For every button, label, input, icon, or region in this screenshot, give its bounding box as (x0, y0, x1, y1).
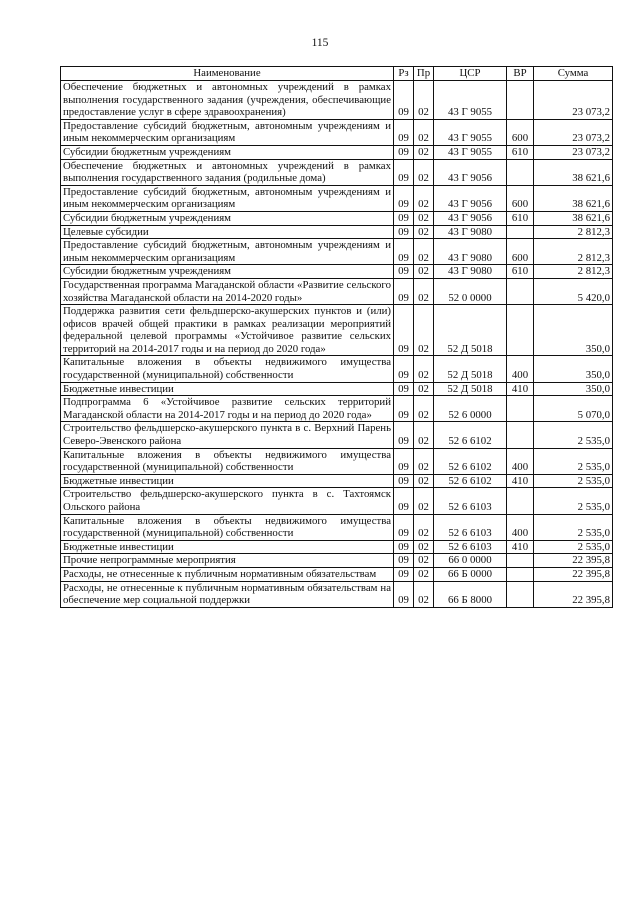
row-name: Расходы, не отнесенные к публичным нормативным обязательствам (61, 567, 394, 581)
row-csr: 43 Г 9055 (434, 81, 507, 120)
table-row (61, 356, 613, 382)
row-pr: 02 (414, 396, 434, 422)
header-csr: ЦСР (434, 67, 507, 81)
row-pr: 02 (414, 382, 434, 396)
row-pr: 02 (414, 488, 434, 514)
row-pr: 02 (414, 422, 434, 448)
table-row (61, 225, 613, 239)
row-pr: 02 (414, 119, 434, 145)
row-rz: 09 (394, 540, 414, 554)
table-header-row (61, 67, 613, 81)
row-name: Предоставление субсидий бюджетным, автономным учреждениям и иным некоммерческим организациям (61, 119, 394, 145)
row-vr: 410 (507, 474, 534, 488)
row-rz: 09 (394, 225, 414, 239)
row-vr (507, 159, 534, 185)
row-pr: 02 (414, 540, 434, 554)
row-csr: 66 Б 0000 (434, 567, 507, 581)
row-csr: 52 6 6102 (434, 448, 507, 474)
budget-table (60, 66, 613, 608)
row-vr (507, 225, 534, 239)
row-rz: 09 (394, 305, 414, 356)
table-row (61, 488, 613, 514)
row-name: Обеспечение бюджетных и автономных учреждений в рамках выполнения государственного задания (родильные дома) (61, 159, 394, 185)
row-rz: 09 (394, 382, 414, 396)
row-name: Субсидии бюджетным учреждениям (61, 211, 394, 225)
row-pr: 02 (414, 81, 434, 120)
page-number: 115 (311, 37, 329, 49)
row-rz: 09 (394, 514, 414, 540)
row-csr: 52 6 6103 (434, 514, 507, 540)
table-row (61, 581, 613, 607)
row-sum: 38 621,6 (534, 211, 613, 225)
row-csr: 43 Г 9055 (434, 145, 507, 159)
row-rz: 09 (394, 239, 414, 265)
row-sum: 2 535,0 (534, 448, 613, 474)
row-vr (507, 305, 534, 356)
row-csr: 52 Д 5018 (434, 356, 507, 382)
row-vr: 600 (507, 239, 534, 265)
row-rz: 09 (394, 356, 414, 382)
row-name: Капитальные вложения в объекты недвижимого имущества государственной (муниципальной) собственности (61, 514, 394, 540)
row-vr: 410 (507, 540, 534, 554)
row-csr: 52 Д 5018 (434, 382, 507, 396)
table-row (61, 567, 613, 581)
row-sum: 2 535,0 (534, 514, 613, 540)
row-name: Субсидии бюджетным учреждениям (61, 145, 394, 159)
row-csr: 43 Г 9080 (434, 239, 507, 265)
header-pr: Пр (414, 67, 434, 81)
header-sum: Сумма (534, 67, 613, 81)
row-vr (507, 581, 534, 607)
row-name: Капитальные вложения в объекты недвижимого имущества государственной (муниципальной) собственности (61, 448, 394, 474)
table-row (61, 422, 613, 448)
row-vr: 600 (507, 119, 534, 145)
row-sum: 2 535,0 (534, 422, 613, 448)
table-row (61, 448, 613, 474)
row-rz: 09 (394, 474, 414, 488)
row-pr: 02 (414, 305, 434, 356)
row-sum: 5 420,0 (534, 278, 613, 304)
table-row (61, 305, 613, 356)
row-rz: 09 (394, 554, 414, 568)
row-pr: 02 (414, 567, 434, 581)
row-vr (507, 422, 534, 448)
row-pr: 02 (414, 554, 434, 568)
row-pr: 02 (414, 225, 434, 239)
row-rz: 09 (394, 448, 414, 474)
row-rz: 09 (394, 211, 414, 225)
row-sum: 2 535,0 (534, 540, 613, 554)
row-csr: 43 Г 9056 (434, 185, 507, 211)
row-name: Бюджетные инвестиции (61, 382, 394, 396)
row-name: Подпрограмма 6 «Устойчивое развитие сельских территорий Магаданской области на 2014-2017 годы и на период до 2020 года» (61, 396, 394, 422)
row-rz: 09 (394, 145, 414, 159)
row-name: Прочие непрограммные мероприятия (61, 554, 394, 568)
table-row (61, 514, 613, 540)
row-sum: 2 812,3 (534, 265, 613, 279)
table-row (61, 239, 613, 265)
table-row (61, 540, 613, 554)
row-pr: 02 (414, 514, 434, 540)
row-name: Расходы, не отнесенные к публичным нормативным обязательствам на обеспечение мер социальной поддержки (61, 581, 394, 607)
row-rz: 09 (394, 185, 414, 211)
table-row (61, 554, 613, 568)
row-rz: 09 (394, 278, 414, 304)
row-name: Обеспечение бюджетных и автономных учреждений в рамках выполнения государственного задания (учреждения, обеспечивающие предоставление услуг в сфере здравоохранения) (61, 81, 394, 120)
row-csr: 43 Г 9056 (434, 159, 507, 185)
row-sum: 2 812,3 (534, 225, 613, 239)
row-rz: 09 (394, 396, 414, 422)
row-vr: 410 (507, 382, 534, 396)
row-csr: 52 6 6102 (434, 474, 507, 488)
row-rz: 09 (394, 567, 414, 581)
table-row (61, 81, 613, 120)
row-name: Строительство фельдшерско-акушерского пункта в с. Верхний Парень Северо-Эвенского района (61, 422, 394, 448)
row-vr: 610 (507, 211, 534, 225)
row-rz: 09 (394, 159, 414, 185)
row-vr: 400 (507, 514, 534, 540)
row-pr: 02 (414, 278, 434, 304)
row-csr: 52 6 6103 (434, 488, 507, 514)
row-pr: 02 (414, 185, 434, 211)
row-csr: 52 6 0000 (434, 396, 507, 422)
row-sum: 5 070,0 (534, 396, 613, 422)
table-row (61, 159, 613, 185)
row-name: Субсидии бюджетным учреждениям (61, 265, 394, 279)
row-name: Капитальные вложения в объекты недвижимого имущества государственной (муниципальной) собственности (61, 356, 394, 382)
row-pr: 02 (414, 356, 434, 382)
row-vr: 600 (507, 185, 534, 211)
row-sum: 23 073,2 (534, 145, 613, 159)
row-pr: 02 (414, 159, 434, 185)
row-vr (507, 488, 534, 514)
row-pr: 02 (414, 239, 434, 265)
row-sum: 350,0 (534, 305, 613, 356)
table-row (61, 145, 613, 159)
table-row (61, 211, 613, 225)
row-pr: 02 (414, 265, 434, 279)
row-csr: 43 Г 9080 (434, 265, 507, 279)
row-name: Предоставление субсидий бюджетным, автономным учреждениям и иным некоммерческим организациям (61, 185, 394, 211)
row-csr: 43 Г 9056 (434, 211, 507, 225)
row-name: Поддержка развития сети фельдшерско-акушерских пунктов и (или) офисов врачей общей практики в рамках реализации мероприятий федеральной целевой программы «Устойчивое развитие сельских территорий на 2014-2017 годы и на период до 2020 года» (61, 305, 394, 356)
row-csr: 43 Г 9080 (434, 225, 507, 239)
row-vr (507, 278, 534, 304)
row-sum: 23 073,2 (534, 81, 613, 120)
header-rz: Рз (394, 67, 414, 81)
row-name: Строительство фельдшерско-акушерского пункта в с. Тахтоямск Ольского района (61, 488, 394, 514)
row-vr: 610 (507, 145, 534, 159)
table-row (61, 382, 613, 396)
row-name: Целевые субсидии (61, 225, 394, 239)
table-row (61, 396, 613, 422)
row-rz: 09 (394, 119, 414, 145)
row-vr: 610 (507, 265, 534, 279)
table-row (61, 474, 613, 488)
row-pr: 02 (414, 145, 434, 159)
row-sum: 38 621,6 (534, 159, 613, 185)
table-row (61, 119, 613, 145)
row-pr: 02 (414, 581, 434, 607)
header-vr: ВР (507, 67, 534, 81)
row-csr: 52 6 6103 (434, 540, 507, 554)
row-vr (507, 396, 534, 422)
row-rz: 09 (394, 581, 414, 607)
row-vr (507, 567, 534, 581)
row-sum: 2 812,3 (534, 239, 613, 265)
table-row (61, 278, 613, 304)
row-sum: 23 073,2 (534, 119, 613, 145)
row-csr: 52 0 0000 (434, 278, 507, 304)
row-csr: 52 6 6102 (434, 422, 507, 448)
row-csr: 52 Д 5018 (434, 305, 507, 356)
row-sum: 350,0 (534, 356, 613, 382)
row-rz: 09 (394, 265, 414, 279)
row-csr: 66 0 0000 (434, 554, 507, 568)
row-sum: 2 535,0 (534, 488, 613, 514)
row-sum: 38 621,6 (534, 185, 613, 211)
row-name: Бюджетные инвестиции (61, 474, 394, 488)
row-sum: 22 395,8 (534, 581, 613, 607)
row-name: Бюджетные инвестиции (61, 540, 394, 554)
table-row (61, 185, 613, 211)
row-vr: 400 (507, 356, 534, 382)
table-row (61, 265, 613, 279)
row-name: Предоставление субсидий бюджетным, автономным учреждениям и иным некоммерческим организациям (61, 239, 394, 265)
row-name: Государственная программа Магаданской области «Развитие сельского хозяйства Магаданской области на 2014-2020 годы» (61, 278, 394, 304)
row-sum: 350,0 (534, 382, 613, 396)
row-pr: 02 (414, 448, 434, 474)
row-pr: 02 (414, 211, 434, 225)
header-name: Наименование (61, 67, 394, 81)
row-vr: 400 (507, 448, 534, 474)
row-csr: 66 Б 8000 (434, 581, 507, 607)
row-csr: 43 Г 9055 (434, 119, 507, 145)
row-vr (507, 81, 534, 120)
row-sum: 2 535,0 (534, 474, 613, 488)
row-rz: 09 (394, 81, 414, 120)
row-rz: 09 (394, 422, 414, 448)
row-pr: 02 (414, 474, 434, 488)
row-vr (507, 554, 534, 568)
row-sum: 22 395,8 (534, 554, 613, 568)
row-sum: 22 395,8 (534, 567, 613, 581)
row-rz: 09 (394, 488, 414, 514)
